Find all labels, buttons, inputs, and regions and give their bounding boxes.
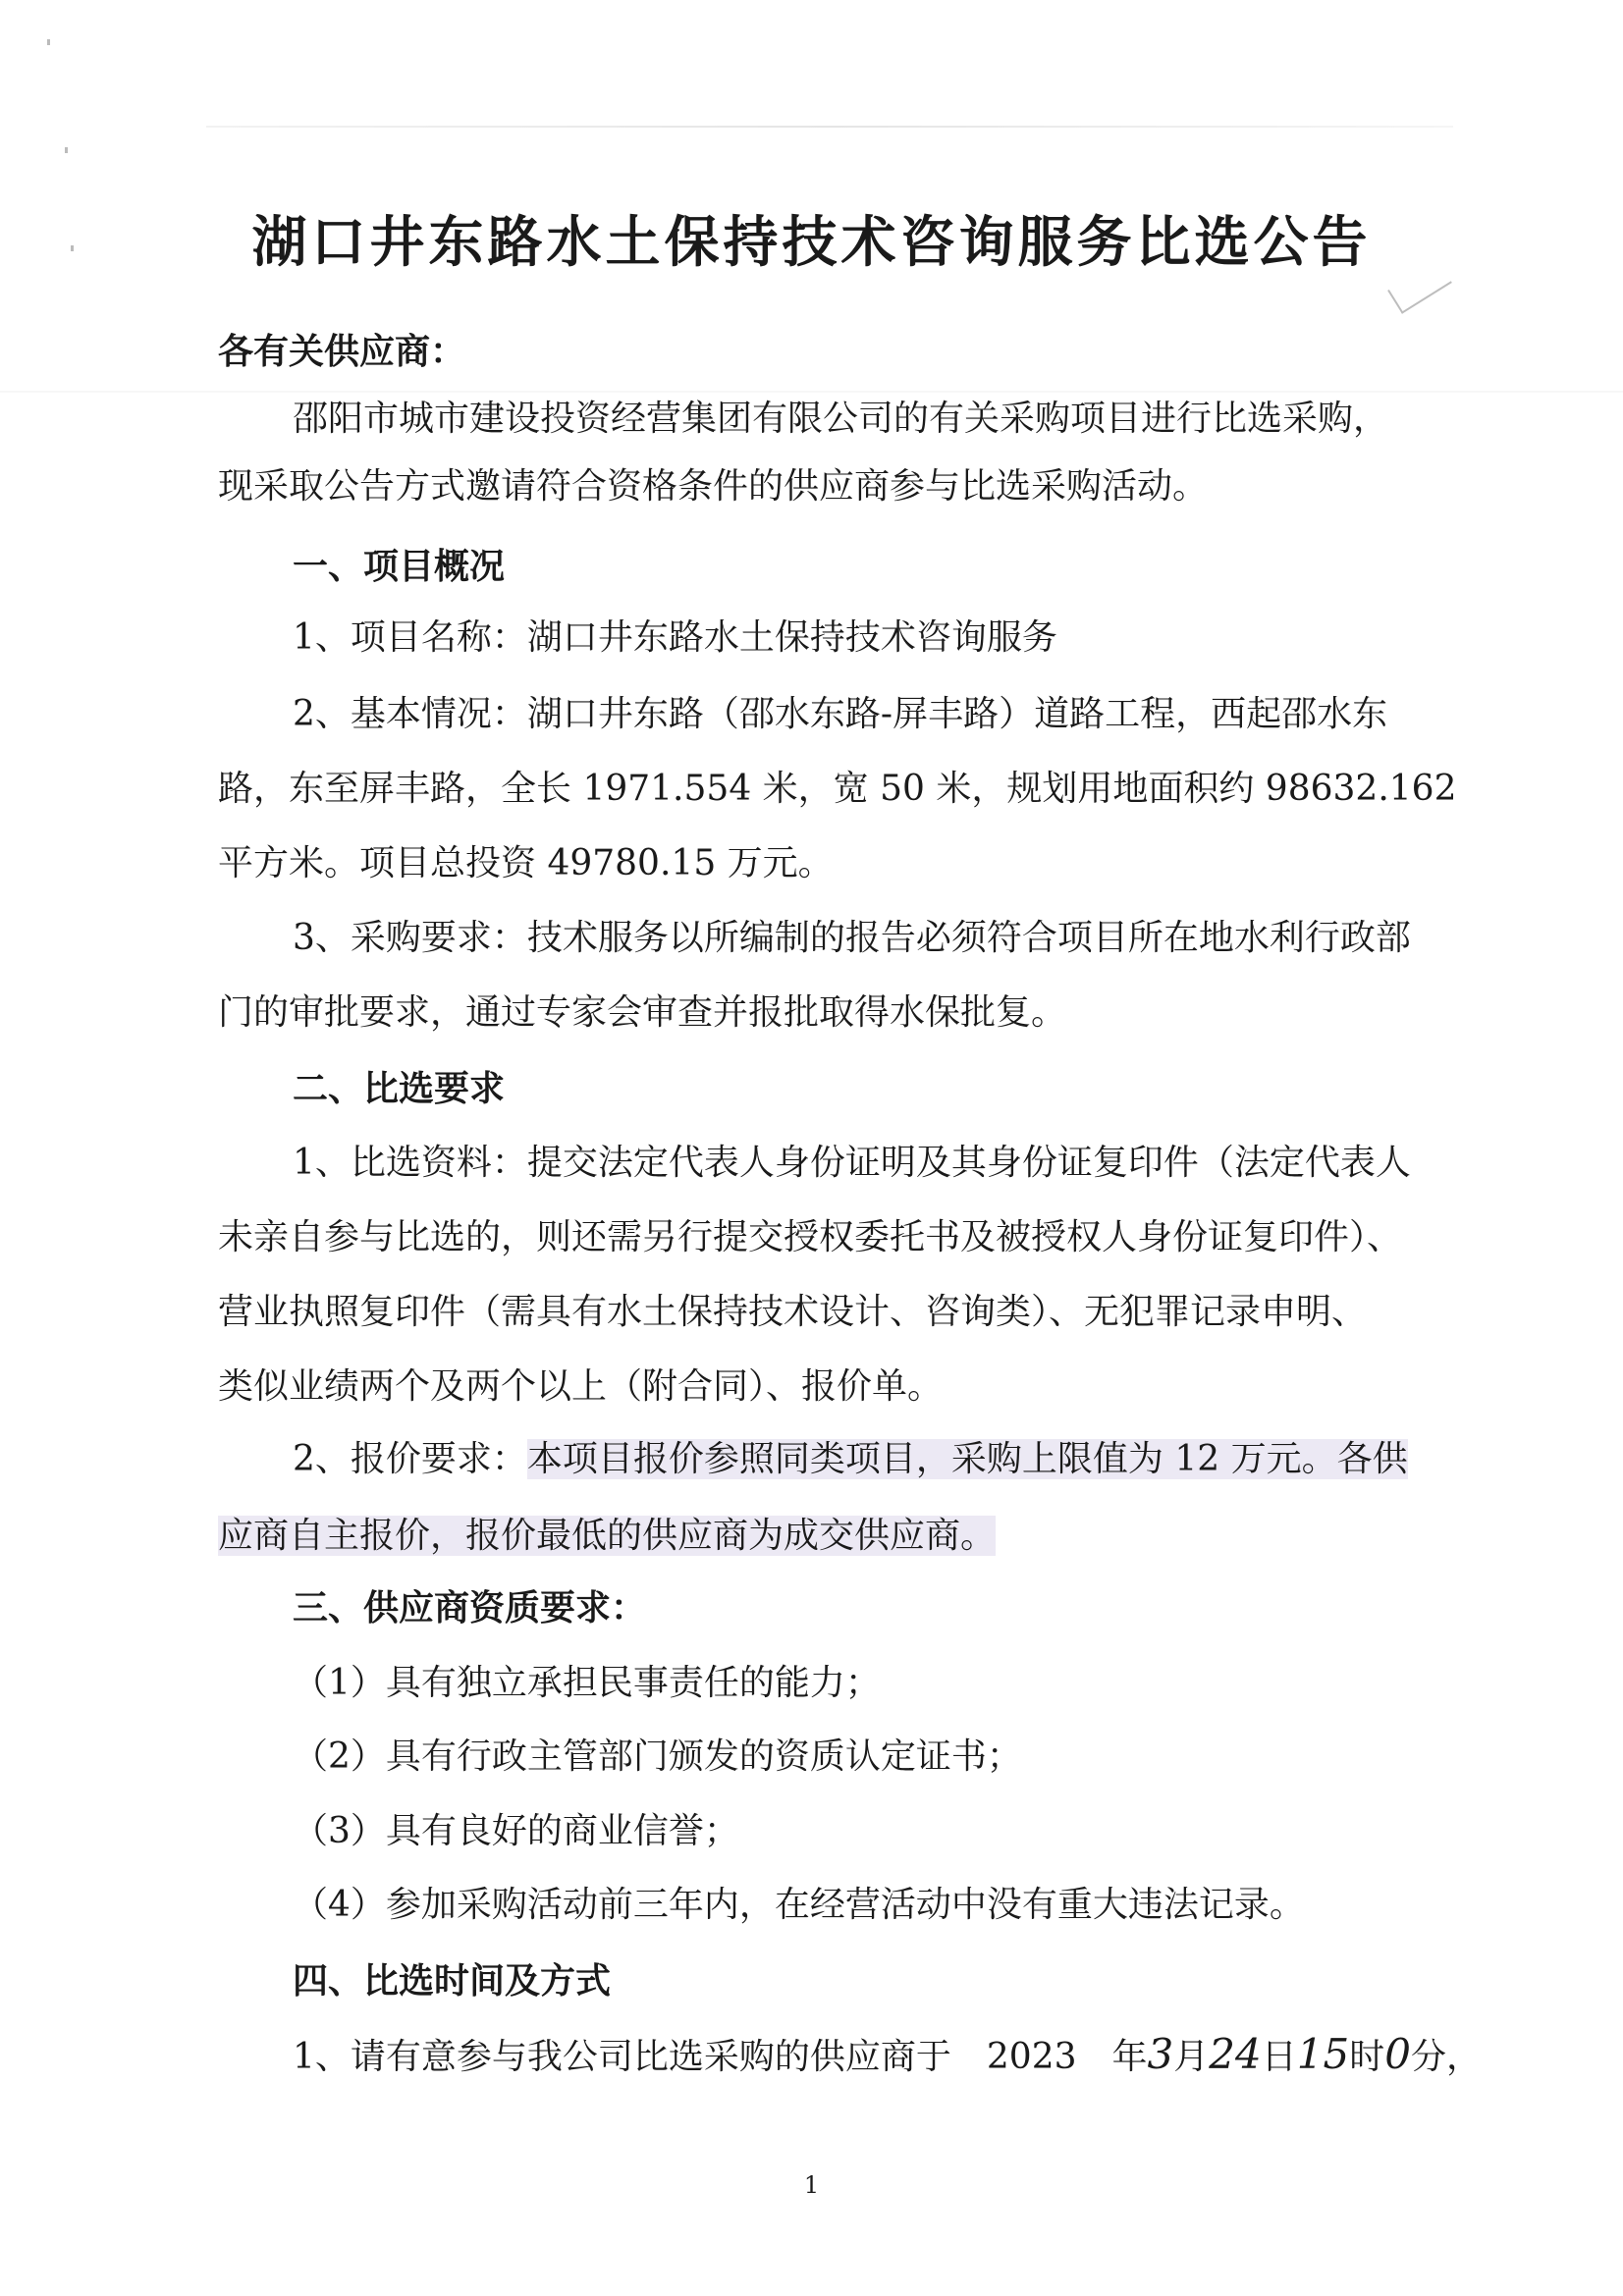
highlighted-text: 应商自主报价，报价最低的供应商为成交供应商。 bbox=[218, 1516, 997, 1556]
handwritten-month: 3 bbox=[1147, 2030, 1174, 2078]
quotation-req-prefix: 2、报价要求： bbox=[293, 1439, 527, 1479]
highlighted-text: 本项目报价参照同类项目，采购上限值为 12 万元。各供 bbox=[526, 1439, 1408, 1479]
minute-unit: 分， bbox=[1410, 2037, 1482, 2077]
scan-artifact bbox=[206, 126, 1453, 128]
selection-time-line bbox=[293, 2028, 1482, 2084]
scan-speck bbox=[65, 147, 68, 153]
qualification-item: （4）参加采购活动前三年内，在经营活动中没有重大违法记录。 bbox=[293, 1885, 1305, 1925]
document-title: 湖口井东路水土保持技术咨询服务比选公告 bbox=[251, 211, 1372, 275]
basic-info-line: 路，东至屏丰路，全长 1971.554 米，宽 50 米，规划用地面积约 98632.162 bbox=[218, 769, 1457, 809]
hour-unit: 时 bbox=[1349, 2037, 1385, 2077]
month-unit: 月 bbox=[1173, 2037, 1210, 2077]
qualification-item: （3）具有良好的商业信誉； bbox=[293, 1811, 739, 1851]
procurement-req-line: 3、采购要求：技术服务以所编制的报告必须符合项目所在地水利行政部 bbox=[293, 918, 1411, 958]
handwritten-hour: 15 bbox=[1296, 2030, 1350, 2078]
basic-info-line: 平方米。项目总投资 49780.15 万元。 bbox=[218, 843, 834, 883]
quotation-req-line bbox=[218, 1510, 996, 1563]
basic-info-line: 2、基本情况：湖口井东路（邵水东路-屏丰路）道路工程，西起邵水东 bbox=[293, 694, 1388, 734]
intro-line: 现采取公告方式邀请符合资格条件的供应商参与比选采购活动。 bbox=[218, 466, 1209, 507]
scan-speck bbox=[47, 39, 50, 45]
quotation-req-line bbox=[293, 1433, 1408, 1486]
section-heading: 二、比选要求 bbox=[293, 1069, 506, 1109]
qualification-item: （1）具有独立承担民事责任的能力； bbox=[293, 1663, 881, 1703]
selection-materials-line: 营业执照复印件（需具有水土保持技术设计、咨询类）、无犯罪记录申明、 bbox=[218, 1292, 1368, 1332]
selection-materials-line: 1、比选资料：提交法定代表人身份证明及其身份证复印件（法定代表人 bbox=[293, 1143, 1411, 1183]
selection-materials-line: 未亲自参与比选的，则还需另行提交授权委托书及被授权人身份证复印件）、 bbox=[218, 1217, 1403, 1257]
intro-line: 邵阳市城市建设投资经营集团有限公司的有关采购项目进行比选采购， bbox=[293, 399, 1389, 439]
procurement-req-line: 门的审批要求，通过专家会审查并报批取得水保批复。 bbox=[218, 992, 1067, 1033]
handwritten-minute: 0 bbox=[1384, 2030, 1411, 2078]
section-heading: 四、比选时间及方式 bbox=[293, 1961, 612, 2002]
qualification-item: （2）具有行政主管部门颁发的资质认定证书； bbox=[293, 1736, 1022, 1777]
handwritten-day: 24 bbox=[1209, 2030, 1262, 2078]
salutation: 各有关供应商： bbox=[218, 332, 466, 372]
day-unit: 日 bbox=[1261, 2037, 1297, 2077]
section-heading: 一、项目概况 bbox=[293, 547, 506, 587]
selection-materials-line: 类似业绩两个及两个以上（附合同）、报价单。 bbox=[218, 1366, 944, 1407]
section-heading: 三、供应商资质要求： bbox=[293, 1588, 647, 1629]
project-name: 1、项目名称：湖口井东路水土保持技术咨询服务 bbox=[293, 617, 1057, 658]
selection-time-prefix: 1、请有意参与我公司比选采购的供应商于 2023 年 bbox=[293, 2037, 1148, 2077]
page-number: 1 bbox=[803, 2171, 820, 2199]
